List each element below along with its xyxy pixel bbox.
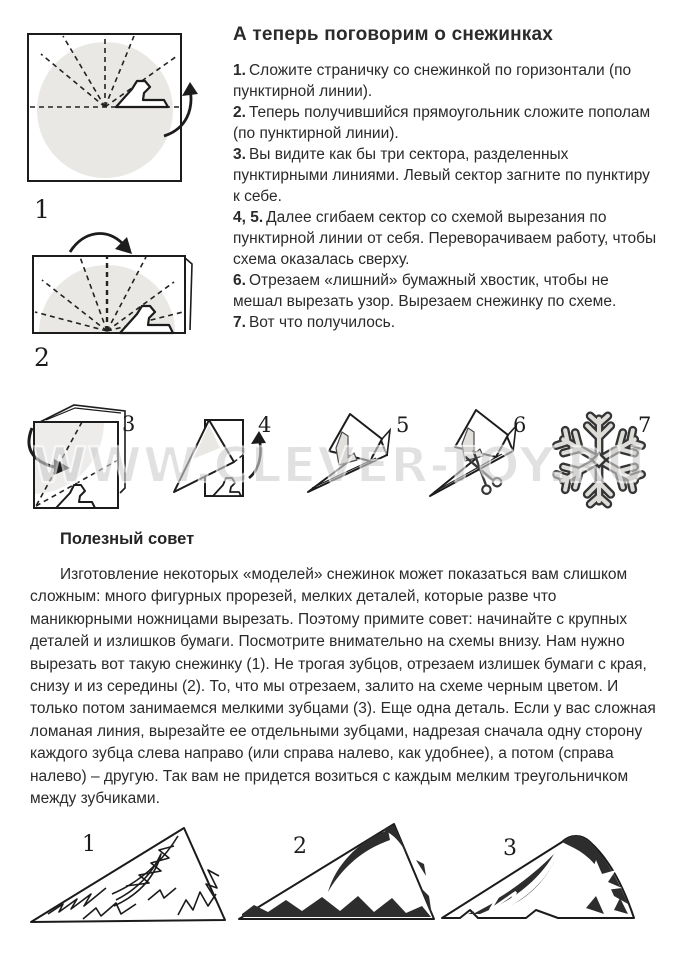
figure-5-label: 5 xyxy=(396,413,410,437)
figure-step-3 xyxy=(24,396,136,514)
figure-step-4 xyxy=(168,398,268,512)
scheme-triangle-1 xyxy=(28,822,228,927)
watermark: WWW.CLEVER-TOY.RU xyxy=(32,437,647,494)
instruction-item xyxy=(233,144,657,207)
instruction-text: Отрезаем «лишний» бумажный хвостик, чтобы не мешал вырезать узор. Вырезаем снежинку по схеме. xyxy=(233,272,617,310)
figure-step-7 xyxy=(549,411,652,509)
page-title: А теперь поговорим о снежинках xyxy=(233,24,554,45)
flip-arrow-icon xyxy=(70,234,132,254)
instruction-number: 6. xyxy=(233,272,246,289)
instruction-item xyxy=(233,312,657,333)
instruction-text: Сложите страничку со снежинкой по горизонтали (по пунктирной линии). xyxy=(233,62,632,100)
figure-step-5 xyxy=(300,400,400,506)
triangle-outline xyxy=(31,828,225,922)
figure-step-2 xyxy=(26,224,238,358)
figure-3-label: 3 xyxy=(122,412,136,436)
scheme-3-label: 3 xyxy=(503,836,517,861)
instruction-number: 7. xyxy=(233,314,246,331)
figure-1-label: 1 xyxy=(34,195,50,224)
tip-heading: Полезный совет xyxy=(60,530,195,548)
snowflake-icon xyxy=(555,416,643,504)
instruction-number: 3. xyxy=(233,146,246,163)
figure-2-label: 2 xyxy=(34,343,50,372)
instruction-number: 1. xyxy=(233,62,246,79)
instruction-text: Теперь получившийся прямоугольник сложите пополам (по пунктирной линии). xyxy=(233,104,651,142)
layer-edge xyxy=(185,258,192,330)
scheme-triangle-3 xyxy=(438,830,640,922)
instruction-item xyxy=(233,60,657,102)
tip-paragraph: Изготовление некоторых «моделей» снежинок может показаться вам слишком сложным: много фигурных прорезей, мелких деталей, которые разве что маникюрными ножницами вырезать. Поэтому примите совет: начинайте с крупных деталей и излишков бумаги. Посмотрите внимательно на схемы внизу. Нам нужно вырезать вот такую снежинку (1). Не трогая зубцов, отрезаем излишек бумаги с края, снизу и из середины (2). То, что мы отрезаем, залито на схеме черным цветом. И только потом занимаемся мелкими зубцами (3). Еще одна деталь. Если у вас сложная ломаная линия, вырезайте ее отдельными зубцами, надрезая сначала одну сторону каждого зубца слева направо (или справа налево, как удобнее), а потом (справа налево) – другую. Так вам не придется возиться с каждым мелким треугольничком между зубчиками. xyxy=(30,566,656,808)
instruction-number: 4, 5. xyxy=(233,209,264,226)
figure-4-label: 4 xyxy=(258,413,272,437)
instruction-text: Вот что получилось. xyxy=(248,314,396,331)
instruction-list xyxy=(233,60,657,333)
instruction-item xyxy=(233,102,657,144)
instruction-text: Вы видите как бы три сектора, разделенных пунктирными линиями. Левый сектор загните по пунктиру к себе. xyxy=(233,146,650,205)
fold-arrow-icon xyxy=(249,431,266,478)
figure-7-label: 7 xyxy=(638,413,652,437)
scheme-2-label: 2 xyxy=(293,834,307,859)
figure-6-label: 6 xyxy=(513,413,527,437)
triangle-outline xyxy=(239,824,434,919)
instruction-number: 2. xyxy=(233,104,246,121)
instruction-item xyxy=(233,207,657,270)
scheme-triangle-2 xyxy=(236,816,438,924)
scheme-1-label: 1 xyxy=(82,832,96,857)
instruction-item xyxy=(233,270,657,312)
instruction-text: Далее сгибаем сектор со схемой вырезания по пунктирной линии от себя. Переворачиваем работу, чтобы схема оказалась сверху. xyxy=(233,209,657,268)
figure-step-1 xyxy=(26,26,211,196)
round-napkin xyxy=(37,42,173,178)
